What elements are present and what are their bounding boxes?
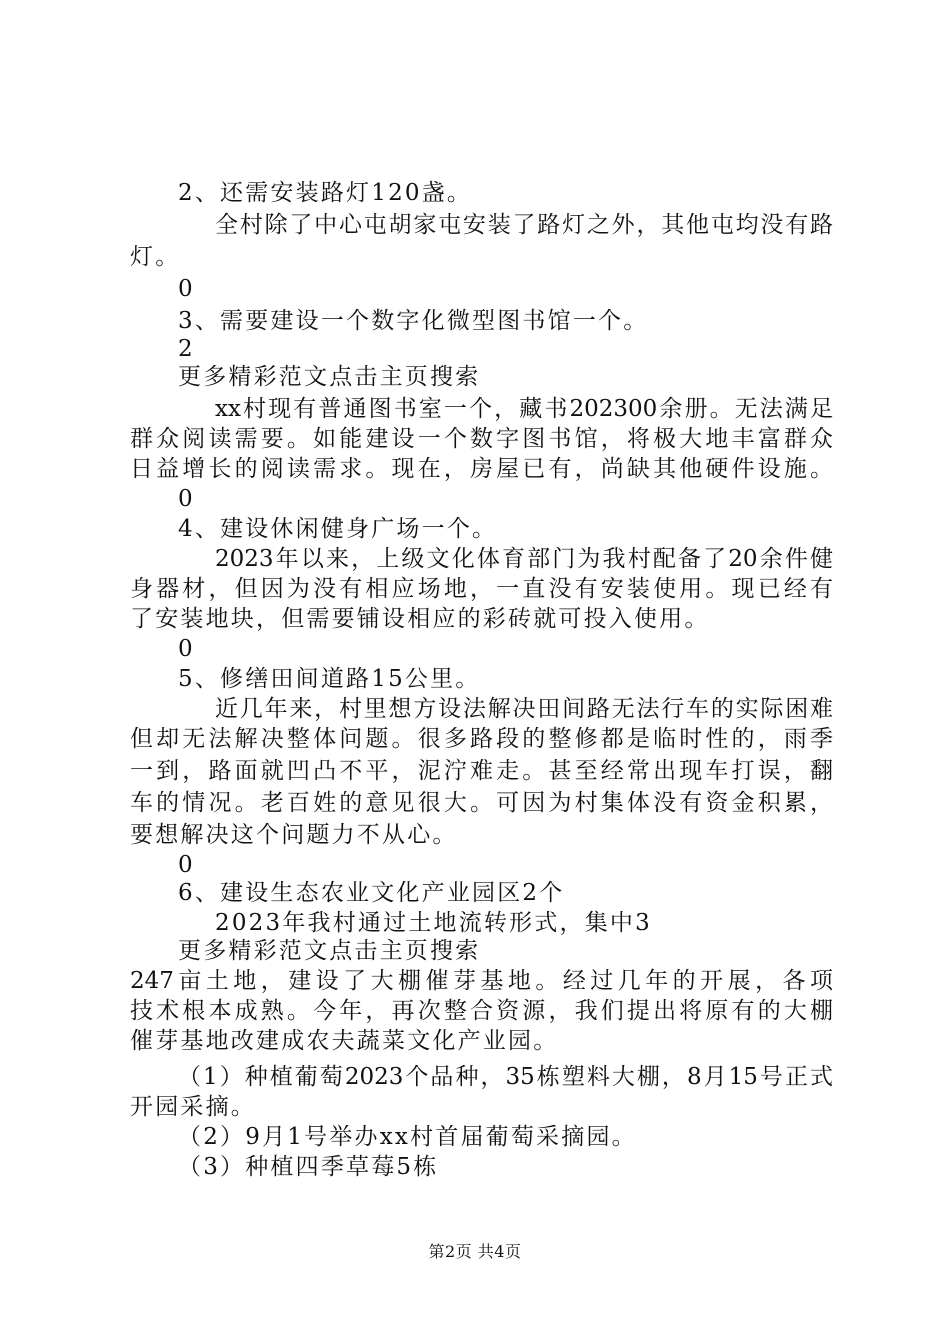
text-line: 0 <box>178 276 195 302</box>
text-line: 2023年以来，上级文化体育部门为我村配备了20余件健 <box>215 546 833 572</box>
text-line: 247亩土地，建设了大棚催芽基地。经过几年的开展，各项 <box>130 968 833 994</box>
text-line: 2023年我村通过土地流转形式，集中3 <box>215 910 652 936</box>
text-line: 0 <box>178 852 195 878</box>
text-line: 4、建设休闲健身广场一个。 <box>178 516 498 542</box>
text-line: 3、需要建设一个数字化微型图书馆一个。 <box>178 308 649 334</box>
text-line: 群众阅读需要。如能建设一个数字图书馆，将极大地丰富群众 <box>130 426 833 452</box>
text-line: 2 <box>178 336 195 362</box>
text-line: 更多精彩范文点击主页搜索 <box>178 364 481 390</box>
text-line: 身器材，但因为没有相应场地，一直没有安装使用。现已经有 <box>130 576 833 602</box>
text-line: 2、还需安装路灯120盏。 <box>178 180 473 206</box>
text-line: （3）种植四季草莓5栋 <box>178 1154 439 1180</box>
text-line: xx村现有普通图书室一个，藏书202300余册。无法满足 <box>215 396 833 422</box>
text-line: 但却无法解决整体问题。很多路段的整修都是临时性的，雨季 <box>130 726 833 752</box>
text-line: （1）种植葡萄2023个品种，35栋塑料大棚，8月15号正式 <box>178 1064 833 1090</box>
text-line: 一到，路面就凹凸不平，泥泞难走。甚至经常出现车打误，翻 <box>130 758 833 784</box>
text-line: 更多精彩范文点击主页搜索 <box>178 938 481 964</box>
text-line: 6、建设生态农业文化产业园区2个 <box>178 880 565 906</box>
text-line: 0 <box>178 486 195 512</box>
text-line: 全村除了中心屯胡家屯安装了路灯之外，其他屯均没有路 <box>215 212 833 238</box>
text-line: 近几年来，村里想方设法解决田间路无法行车的实际困难 <box>215 696 833 722</box>
text-line: 了安装地块，但需要铺设相应的彩砖就可投入使用。 <box>130 606 710 632</box>
text-line: 5、修缮田间道路15公里。 <box>178 666 481 692</box>
text-line: 技术根本成熟。今年，再次整合资源，我们提出将原有的大棚 <box>130 998 833 1024</box>
text-line: 车的情况。老百姓的意见很大。可因为村集体没有资金积累， <box>130 790 833 816</box>
text-line: 要想解决这个问题力不从心。 <box>130 822 458 848</box>
text-line: （2）9月1号举办xx村首届葡萄采摘园。 <box>178 1124 637 1150</box>
text-line: 催芽基地改建成农夫蔬菜文化产业园。 <box>130 1028 559 1054</box>
text-line: 灯。 <box>130 244 181 270</box>
text-line: 日益增长的阅读需求。现在，房屋已有，尚缺其他硬件设施。 <box>130 456 833 482</box>
page-footer: 第2页 共4页 <box>428 1242 522 1261</box>
text-line: 0 <box>178 636 195 662</box>
text-line: 开园采摘。 <box>130 1094 256 1120</box>
